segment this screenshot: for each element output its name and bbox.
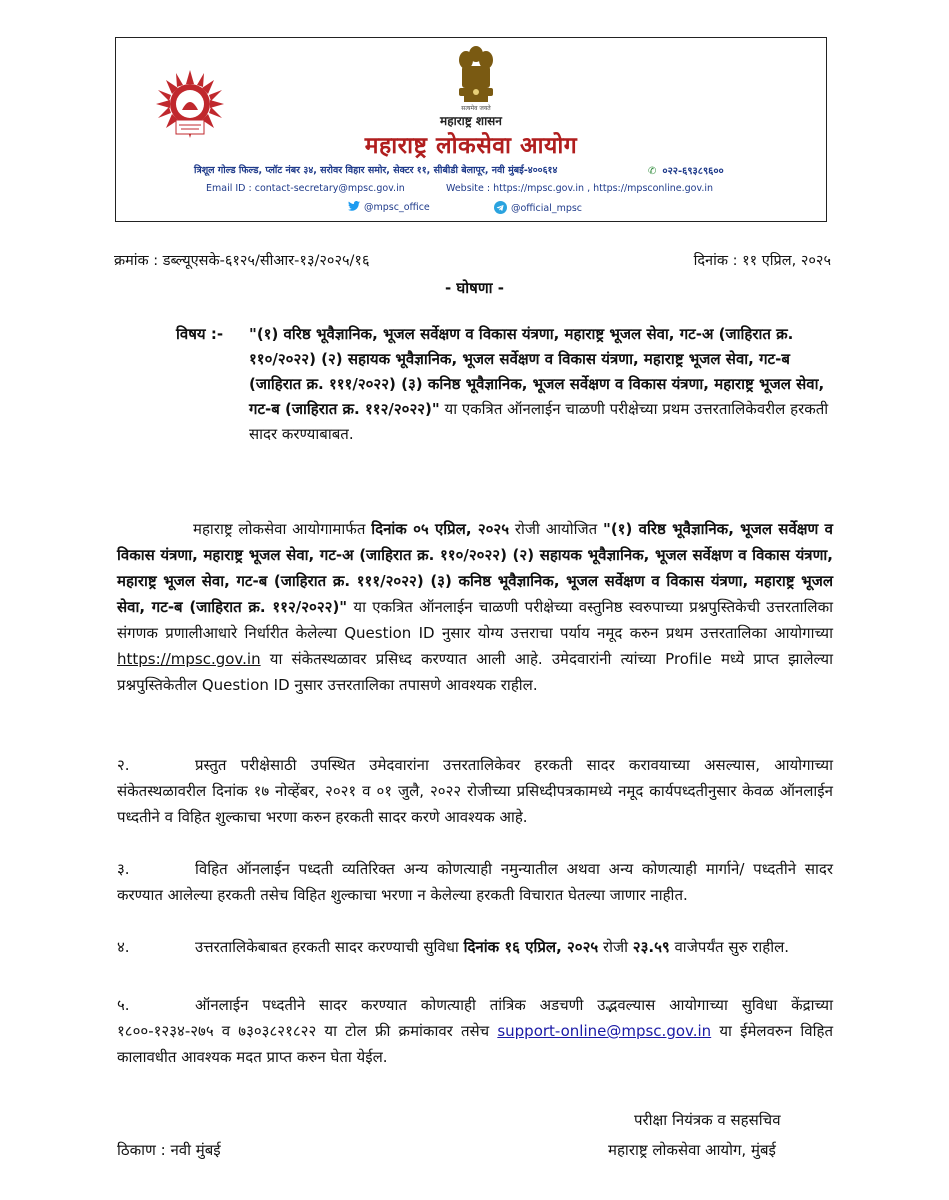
email-address: Email ID : contact-secretary@mpsc.gov.in [206, 183, 405, 194]
website-links: Website : https://mpsc.gov.in , https://mpsconline.gov.in [446, 183, 714, 194]
deadline-date: दिनांक १६ एप्रिल, २०२५ [463, 938, 599, 956]
office-address: त्रिशूल गोल्ड फिल्ड, प्लॉट नंबर ३४, सरोवर विहार समोर, सेक्टर ११, सीबीडी बेलापूर, नवी मुंबई-४००६१४ [194, 165, 558, 176]
paragraph-number: ४. [117, 938, 130, 956]
subject-text [249, 322, 836, 447]
twitter-handle [348, 201, 430, 213]
phone-icon: ✆ [648, 166, 657, 177]
para1-text-1: महाराष्ट्र लोकसेवा आयोगामार्फत [193, 520, 372, 538]
letterhead [115, 37, 827, 222]
para1-text-2: रोजी आयोजित [509, 520, 604, 538]
paragraph-number: २. [117, 756, 130, 774]
paragraph-1 [117, 516, 833, 698]
paragraph-3 [117, 856, 833, 908]
para2-text: प्रस्तुत परीक्षेसाठी उपस्थित उमेदवारांना उत्तरतालिकेवर हरकती सादर करावयाच्या असल्यास, आयोगाच्या संकेतस्थळावरील दिनांक १७ नोव्हेंबर, २०२१ व ०१ जुलै, २०२२ रोजीच्या प्रसिध्दीपत्रकामध्ये नमूद कार्यपध्दतीनुसार केवळ ऑनलाईन पध्दतीने व विहित शुल्काचा भरणा करुन हरकती सादर करणे आवश्यक आहे. [117, 756, 833, 826]
para1-text-4: या संकेतस्थळावर प्रसिध्द करण्यात आली आहे. उमेदवारांनी त्यांच्या Profile मध्ये प्राप्त झालेल्या प्रश्नपुस्तिकेतील Question ID नुसार उत्तरतालिका तपासणे आवश्यक राहील. [117, 650, 833, 694]
reference-number: क्रमांक : डब्ल्यूएसके-६१२५/सीआर-१३/२०२५/१६ [114, 253, 370, 269]
para5-text-2: या ईमेलवरुन विहित कालावधीत आवश्यक मदत प्राप्त करुन घेता येईल. [117, 1022, 834, 1066]
para5-text-1: ऑनलाईन पध्दतीने सादर करण्यात कोणत्याही तांत्रिक अडचणी उद्भवल्यास आयोगाच्या सुविधा केंद्राच्या १८००-१२३४-२७५ व ७३०३८२१८२२ या टोल फ्री क्रमांकावर तसेच [117, 996, 833, 1040]
exam-posts: "(१) वरिष्ठ भूवैज्ञानिक, भूजल सर्वेक्षण व विकास यंत्रणा, महाराष्ट्र भूजल सेवा, गट-अ (जाहिरात क्र. ११०/२०२२) (२) सहायक भूवैज्ञानिक, भूजल सर्वेक्षण व विकास यंत्रणा, महाराष्ट्र भूजल सेवा, गट-ब (जाहिरात क्र. १११/२०२२) (३) कनिष्ठ भूवैज्ञानिक, भूजल सर्वेक्षण व विकास यंत्रणा, महाराष्ट्र भूजल सेवा, गट-ब (जाहिरात क्र. ११२/२०२२)" [117, 520, 833, 616]
paragraph-2 [117, 752, 833, 830]
signatory-designation: परीक्षा नियंत्रक व सहसचिव [634, 1111, 781, 1129]
paragraph-5 [117, 992, 833, 1070]
para4-text-3: वाजेपर्यंत सुरु राहील. [669, 938, 790, 956]
commission-name: महाराष्ट्र लोकसेवा आयोग [364, 133, 578, 159]
place: ठिकाण : नवी मुंबई [117, 1141, 221, 1159]
deadline-time: २३.५९ [632, 938, 670, 956]
document-date: दिनांक : ११ एप्रिल, २०२५ [693, 253, 831, 269]
exam-date: दिनांक ०५ एप्रिल, २०२५ [371, 520, 510, 538]
government-name: महाराष्ट्र शासन [440, 114, 502, 128]
twitter-icon [348, 201, 360, 211]
telegram-text: @official_mpsc [511, 203, 583, 214]
page-title: - घोषणा - [444, 279, 505, 297]
twitter-text: @mpsc_office [364, 202, 430, 213]
emblem-caption: सत्यमेव जयते [461, 105, 491, 112]
subject-block [176, 322, 836, 447]
subject-bold-text: "(१) वरिष्ठ भूवैज्ञानिक, भूजल सर्वेक्षण व विकास यंत्रणा, महाराष्ट्र भूजल सेवा, गट-अ (जाहिरात क्र. ११०/२०२२) (२) सहायक भूवैज्ञानिक, भूजल सर्वेक्षण व विकास यंत्रणा, महाराष्ट्र भूजल सेवा, गट-ब (जाहिरात क्र. १११/२०२२) (३) कनिष्ठ भूवैज्ञानिक, भूजल सर्वेक्षण व विकास यंत्रणा, महाराष्ट्र भूजल सेवा, गट-ब (जाहिरात क्र. ११२/२०२२)" [249, 325, 825, 418]
paragraph-number: ५. [117, 996, 130, 1014]
paragraph-number: ३. [117, 860, 130, 878]
phone-text: ०२२-६९३८९६०० [662, 166, 724, 177]
para1-text-3: या एकत्रित ऑनलाईन चाळणी परीक्षेच्या वस्तुनिष्ठ स्वरुपाच्या प्रश्नपुस्तिकेची उत्तरतालिका संगणक प्रणालीआधारे निर्धारीत केलेल्या Question ID नुसार योग्य उत्तराचा पर्याय नमूद करुन प्रथम उत्तरतालिका आयोगाच्या [117, 598, 833, 642]
para3-text: विहित ऑनलाईन पध्दती व्यतिरिक्त अन्य कोणत्याही नमुन्यातील अथवा अन्य कोणत्याही मार्गाने/ पध्दतीने सादर करण्यात आलेल्या हरकती तसेच विहित शुल्काचा भरणा न केलेल्या हरकती विचारात घेतल्या जाणार नाहीत. [117, 860, 833, 904]
mpsc-website-link[interactable]: https://mpsc.gov.in [117, 650, 261, 668]
telegram-handle [494, 201, 582, 214]
subject-label: विषय :- [176, 325, 224, 343]
ashoka-emblem-icon [454, 44, 498, 106]
para4-text-1: उत्तरतालिकेबाबत हरकती सादर करण्याची सुविधा [195, 938, 464, 956]
signatory-office: महाराष्ट्र लोकसेवा आयोग, मुंबई [608, 1141, 776, 1159]
support-email-link[interactable]: support-online@mpsc.gov.in [497, 1022, 712, 1040]
phone-number [648, 163, 724, 177]
subject-normal-text: या एकत्रित ऑनलाईन चाळणी परीक्षेच्या प्रथम उत्तरतालिकेवरील हरकती सादर करण्याबाबत. [249, 400, 829, 443]
telegram-icon [494, 201, 507, 214]
para4-text-2: रोजी [598, 938, 633, 956]
paragraph-4 [117, 934, 833, 960]
